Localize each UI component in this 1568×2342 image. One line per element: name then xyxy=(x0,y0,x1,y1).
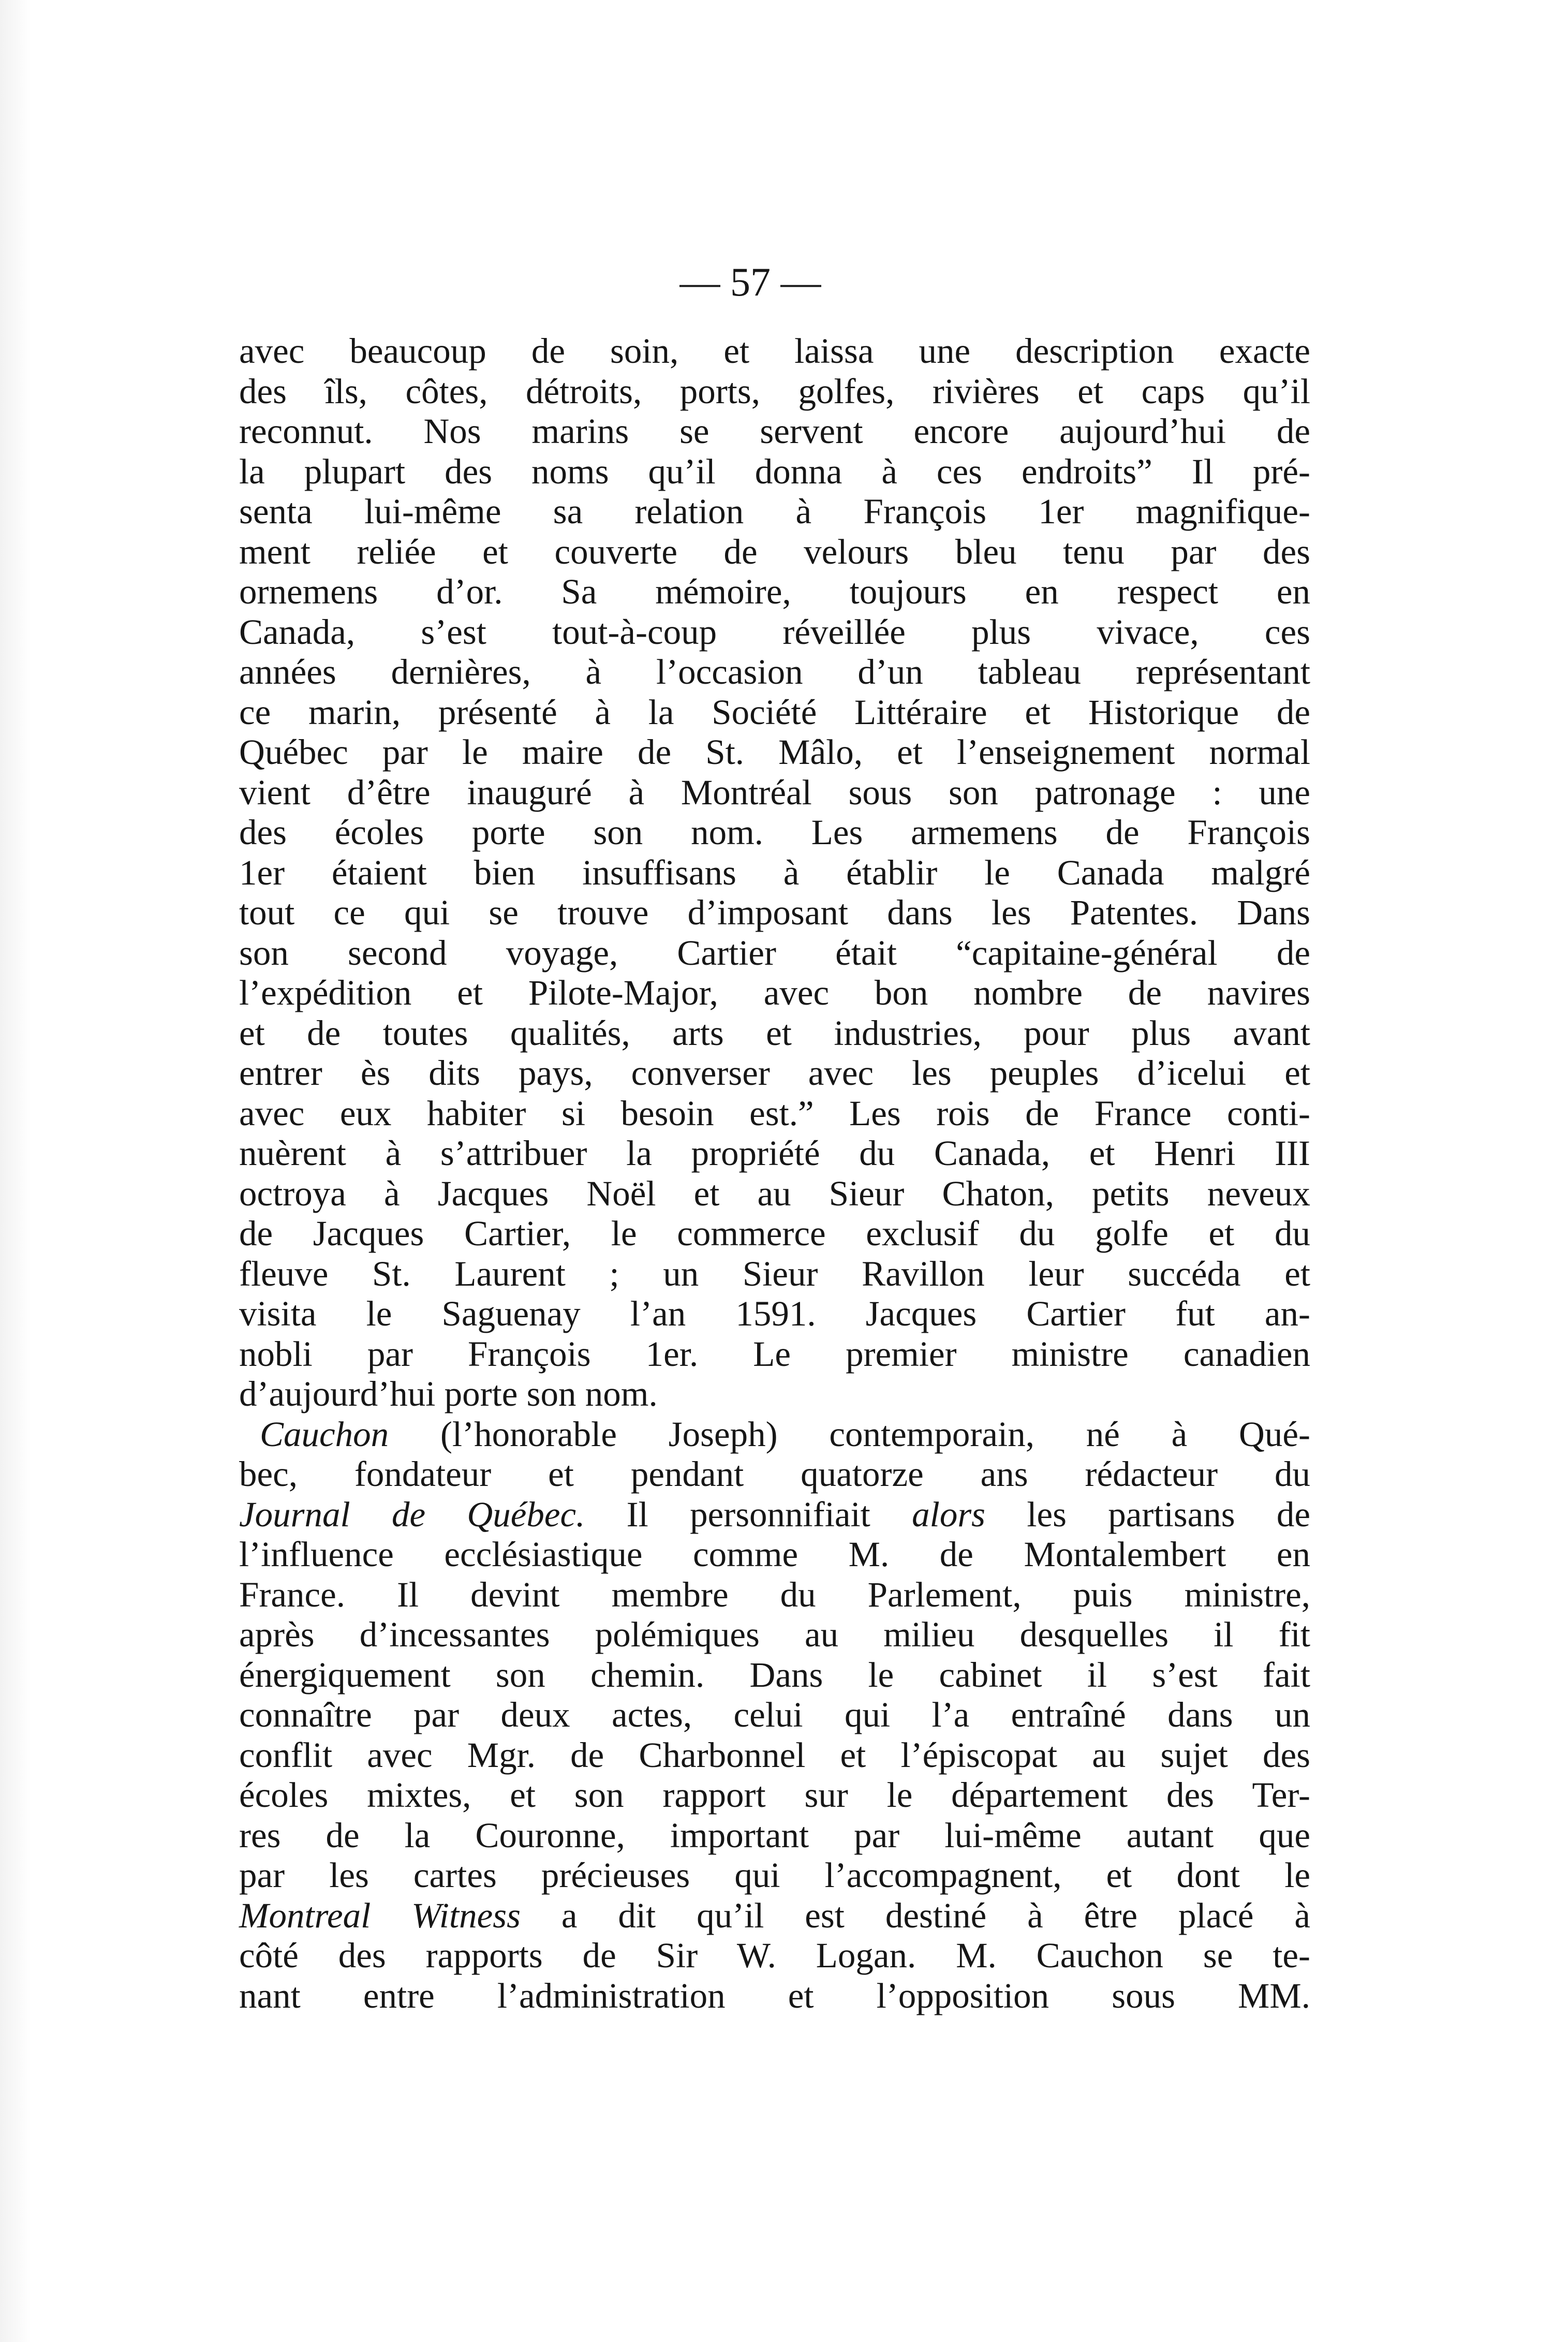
text-line xyxy=(239,1896,1310,1936)
text-line: Québec par le maire de St. Mâlo, et l’enseignement normal xyxy=(239,732,1310,772)
text-line: visita le Saguenay l’an 1591. Jacques Cartier fut an- xyxy=(239,1294,1310,1333)
text-line: tout ce qui se trouve d’imposant dans les Patentes. Dans xyxy=(239,893,1310,932)
text-line: Canada, s’est tout-à-coup réveillée plus vivace, ces xyxy=(239,612,1310,652)
text-line: 1er étaient bien insuffisans à établir le Canada malgré xyxy=(239,852,1310,892)
text-line: l’influence ecclésiastique comme M. de Montalembert en xyxy=(239,1535,1310,1574)
text-fragment: les partisans de xyxy=(985,1494,1310,1534)
emphasis-word: alors xyxy=(912,1494,986,1534)
body-text xyxy=(239,331,1310,2016)
journal-title: Journal de Québec. xyxy=(239,1494,585,1534)
text-line: nuèrent à s’attribuer la propriété du Canada, et Henri III xyxy=(239,1133,1310,1173)
text-line: ornemens d’or. Sa mémoire, toujours en respect en xyxy=(239,572,1310,611)
newspaper-title: Montreal Witness xyxy=(239,1895,521,1935)
text-line: nobli par François 1er. Le premier ministre canadien xyxy=(239,1334,1310,1374)
text-line: par les cartes précieuses qui l’accompagnent, et dont le xyxy=(239,1855,1310,1895)
text-line: senta lui-même sa relation à François 1er magnifique- xyxy=(239,492,1310,531)
text-fragment: a dit qu’il est destiné à être placé à xyxy=(520,1895,1311,1935)
text-line: après d’incessantes polémiques au milieu desquelles il fit xyxy=(239,1615,1310,1654)
text-line: octroya à Jacques Noël et au Sieur Chaton, petits neveux xyxy=(239,1173,1310,1213)
text-line: ment reliée et couverte de velours bleu tenu par des xyxy=(239,532,1310,571)
text-line: de Jacques Cartier, le commerce exclusif du golfe et du xyxy=(239,1214,1310,1253)
scan-edge-shadow xyxy=(0,0,31,2342)
text-fragment: Il personnifiait xyxy=(585,1494,912,1534)
text-line: côté des rapports de Sir W. Logan. M. Cauchon se te- xyxy=(239,1936,1310,1975)
text-line xyxy=(239,1495,1310,1535)
text-line: conflit avec Mgr. de Charbonnel et l’épiscopat au sujet des xyxy=(239,1735,1310,1775)
text-line: connaître par deux actes, celui qui l’a entraîné dans un xyxy=(239,1695,1310,1734)
text-line: d’aujourd’hui porte son nom. xyxy=(239,1374,658,1413)
text-line: années dernières, à l’occasion d’un tableau représentant xyxy=(239,652,1310,691)
text-line: vient d’être inauguré à Montréal sous son patronage : une xyxy=(239,772,1310,812)
text-line: entrer ès dits pays, converser avec les peuples d’icelui et xyxy=(239,1053,1310,1093)
text-line: fleuve St. Laurent ; un Sieur Ravillon leur succéda et xyxy=(239,1254,1310,1293)
text-line: avec beaucoup de soin, et laissa une description exacte xyxy=(239,331,1310,371)
text-line: res de la Couronne, important par lui-même autant que xyxy=(239,1815,1310,1855)
text-line: avec eux habiter si besoin est.” Les rois de France conti- xyxy=(239,1093,1310,1133)
text-line: énergiquement son chemin. Dans le cabinet il s’est fait xyxy=(239,1655,1310,1695)
text-line: bec, fondateur et pendant quatorze ans rédacteur du xyxy=(239,1454,1310,1494)
entry-heading-line xyxy=(239,1415,1310,1455)
text-line: et de toutes qualités, arts et industries, pour plus avant xyxy=(239,1013,1310,1053)
text-line: reconnut. Nos marins se servent encore aujourd’hui de xyxy=(239,411,1310,451)
text-line: son second voyage, Cartier était “capitaine-général de xyxy=(239,933,1310,973)
entry-heading-rest: (l’honorable Joseph) contemporain, né à Qué- xyxy=(389,1414,1310,1454)
text-line: France. Il devint membre du Parlement, puis ministre, xyxy=(239,1574,1310,1614)
page-number: — 57 — xyxy=(679,259,821,304)
text-line: la plupart des noms qu’il donna à ces endroits” Il pré- xyxy=(239,451,1310,491)
text-line: ce marin, présenté à la Société Littéraire et Historique de xyxy=(239,692,1310,732)
entry-name: Cauchon xyxy=(260,1414,389,1454)
text-line: nant entre l’administration et l’opposition sous MM. xyxy=(239,1976,1310,2015)
text-line: écoles mixtes, et son rapport sur le département des Ter- xyxy=(239,1775,1310,1815)
text-line: l’expédition et Pilote-Major, avec bon nombre de navires xyxy=(239,973,1310,1012)
text-line: des îls, côtes, détroits, ports, golfes, rivières et caps qu’il xyxy=(239,371,1310,411)
text-line: des écoles porte son nom. Les armemens de François xyxy=(239,813,1310,852)
